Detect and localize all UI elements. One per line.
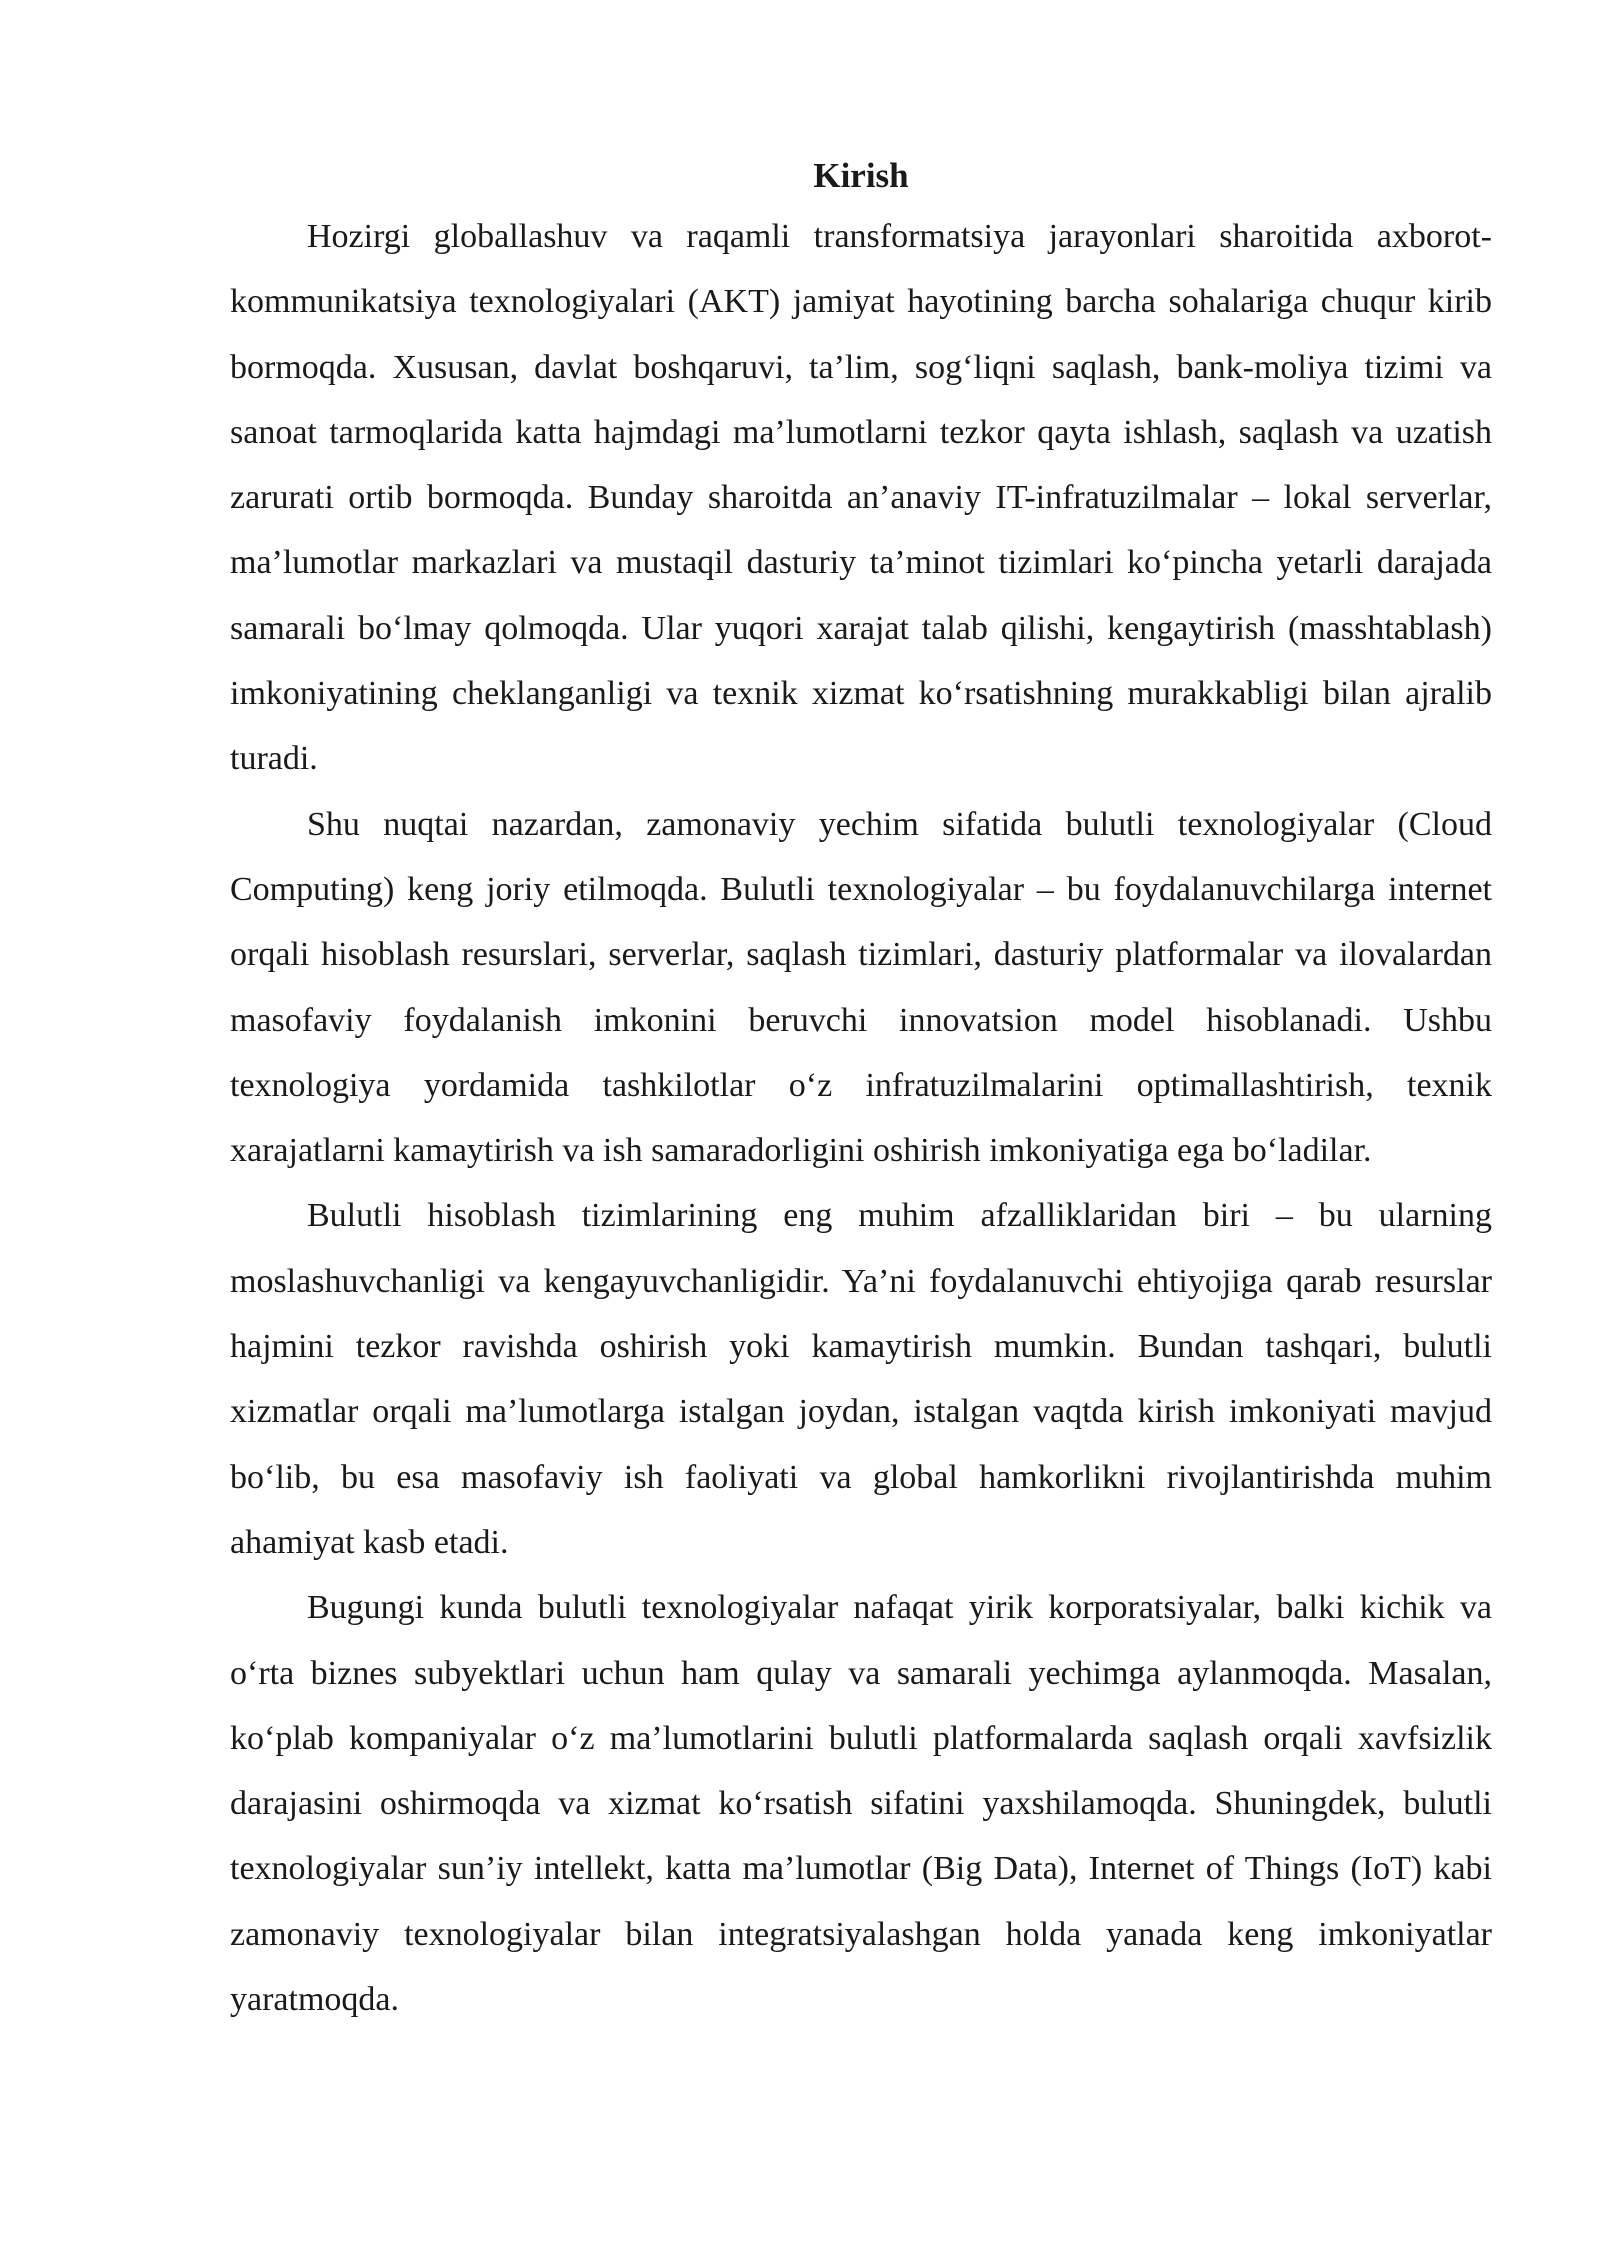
document-page — [230, 148, 1492, 2032]
paragraph-2: Shu nuqtai nazardan, zamonaviy yechim sifatida bulutli texnologiyalar (Cloud Computing) keng joriy etilmoqda. Bulutli texnologiyalar – bu foydalanuvchilarga internet orqali hisoblash resurslari, serverlar, saqlash tizimlari, dasturiy platformalar va ilovalardan masofaviy foydalanish imkonini beruvchi innovatsion model hisoblanadi. Ushbu texnologiya yordamida tashkilotlar o‘z infratuzilmalarini optimallashtirish, texnik xarajatlarni kamaytirish va ish samaradorligini oshirish imkoniyatiga ega bo‘ladilar. — [230, 805, 1492, 1170]
paragraph-1: Hozirgi globallashuv va raqamli transformatsiya jarayonlari sharoitida axborot-kommunikatsiya texnologiyalari (AKT) jamiyat hayotining barcha sohalariga chuqur kirib bormoqda. Xususan, davlat boshqaruvi, ta’lim, sog‘liqni saqlash, bank-moliya tizimi va sanoat tarmoqlarida katta hajmdagi ma’lumotlarni tezkor qayta ishlash, saqlash va uzatish zarurati ortib bormoqda. Bunday sharoitda an’anaviy IT-infratuzilmalar – lokal serverlar, ma’lumotlar markazlari va mustaqil dasturiy ta’minot tizimlari ko‘pincha yetarli darajada samarali bo‘lmay qolmoqda. Ular yuqori xarajat talab qilishi, kengaytirish (masshtablash) imkoniyatining cheklanganligi va texnik xizmat ko‘rsatishning murakkabligi bilan ajralib turadi. — [230, 218, 1492, 778]
paragraph-4: Bugungi kunda bulutli texnologiyalar nafaqat yirik korporatsiyalar, balki kichik va o‘rta biznes subyektlari uchun ham qulay va samarali yechimga aylanmoqda. Masalan, ko‘plab kompaniyalar o‘z ma’lumotlarini bulutli platformalarda saqlash orqali xavfsizlik darajasini oshirmoqda va xizmat ko‘rsatish sifatini yaxshilamoqda. Shuningdek, bulutli texnologiyalar sun’iy intellekt, katta ma’lumotlar (Big Data), Internet of Things (IoT) kabi zamonaviy texnologiyalar bilan integratsiyalashgan holda yanada keng imkoniyatlar yaratmoqda. — [230, 1589, 1492, 2019]
page-title: Kirish — [813, 156, 909, 195]
paragraph-3: Bulutli hisoblash tizimlarining eng muhim afzalliklaridan biri – bu ularning moslashuvchanligi va kengayuvchanligidir. Ya’ni foydalanuvchi ehtiyojiga qarab resurslar hajmini tezkor ravishda oshirish yoki kamaytirish mumkin. Bundan tashqari, bulutli xizmatlar orqali ma’lumotlarga istalgan joydan, istalgan vaqtda kirish imkoniyati mavjud bo‘lib, bu esa masofaviy ish faoliyati va global hamkorlikni rivojlantirishda muhim ahamiyat kasb etadi. — [230, 1197, 1492, 1561]
